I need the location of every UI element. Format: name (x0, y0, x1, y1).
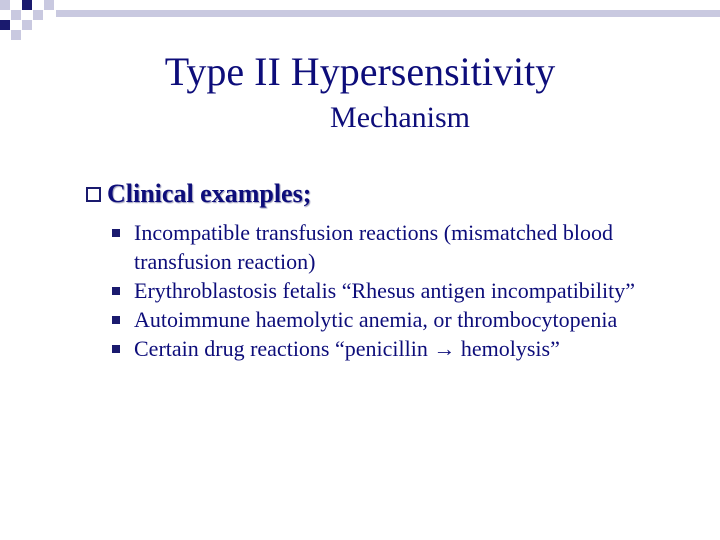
slide-subtitle (0, 100, 720, 136)
decor-square (22, 20, 32, 30)
list-item-text: Certain drug reactions “penicillin → hemolysis” (134, 336, 560, 361)
list-item-text: Erythroblastosis fetalis “Rhesus antigen incompatibility” (134, 278, 636, 303)
list-item-text: Autoimmune haemolytic anemia, or thrombocytopenia (134, 307, 618, 332)
decor-square (11, 30, 21, 40)
decor-square (22, 0, 32, 10)
decor-square (44, 0, 54, 10)
filled-square-bullet-icon (112, 345, 120, 353)
list-item-text: Incompatible transfusion reactions (mismatched blood transfusion reaction) (134, 220, 613, 274)
list-item (112, 276, 702, 305)
decor-square (0, 0, 10, 10)
hollow-square-bullet-icon (86, 187, 101, 202)
filled-square-bullet-icon (112, 316, 120, 324)
list-item (112, 218, 702, 276)
filled-square-bullet-icon (112, 229, 120, 237)
subtitle-text: Mechanism (330, 101, 470, 134)
section-heading-text: Clinical examples; (107, 179, 312, 208)
filled-square-bullet-icon (112, 287, 120, 295)
decor-square (0, 20, 10, 30)
section-heading (86, 178, 311, 210)
decor-bar (56, 10, 720, 17)
examples-list (112, 218, 702, 363)
decor-square (33, 10, 43, 20)
list-item (112, 334, 702, 363)
decor-square (11, 10, 21, 20)
header-decoration (0, 0, 720, 40)
list-item (112, 305, 702, 334)
slide-title: Type II Hypersensitivity (164, 49, 556, 94)
